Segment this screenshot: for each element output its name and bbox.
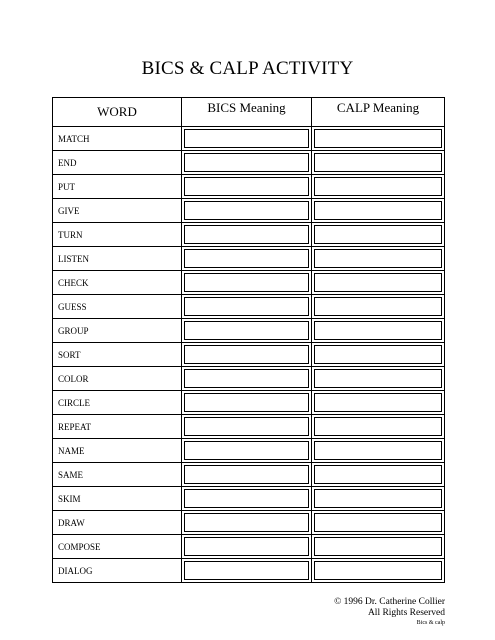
- table-row: [53, 343, 445, 367]
- word-cell: DIALOG: [53, 559, 182, 583]
- answer-box[interactable]: [314, 249, 442, 268]
- answer-box[interactable]: [184, 489, 309, 508]
- answer-box[interactable]: [314, 129, 442, 148]
- word-cell: REPEAT: [53, 415, 182, 439]
- answer-box[interactable]: [184, 417, 309, 436]
- header-bics-meaning: BICS Meaning: [182, 98, 312, 127]
- answer-box[interactable]: [184, 153, 309, 172]
- table-row: [53, 223, 445, 247]
- answer-box[interactable]: [184, 273, 309, 292]
- bics-meaning-cell[interactable]: [182, 271, 312, 295]
- copyright-text: © 1996 Dr. Catherine Collier: [334, 597, 445, 607]
- bics-meaning-cell[interactable]: [182, 415, 312, 439]
- answer-box[interactable]: [314, 225, 442, 244]
- table-row: [53, 439, 445, 463]
- bics-meaning-cell[interactable]: [182, 151, 312, 175]
- document-name: Bics & calp: [416, 620, 445, 626]
- table-body: [53, 127, 445, 583]
- word-cell: LISTEN: [53, 247, 182, 271]
- answer-box[interactable]: [184, 249, 309, 268]
- calp-meaning-cell[interactable]: [312, 463, 445, 487]
- bics-meaning-cell[interactable]: [182, 319, 312, 343]
- table-row: [53, 199, 445, 223]
- calp-meaning-cell[interactable]: [312, 439, 445, 463]
- bics-meaning-cell[interactable]: [182, 463, 312, 487]
- word-cell: GIVE: [53, 199, 182, 223]
- bics-meaning-cell[interactable]: [182, 295, 312, 319]
- calp-meaning-cell[interactable]: [312, 487, 445, 511]
- word-cell: PUT: [53, 175, 182, 199]
- answer-box[interactable]: [184, 441, 309, 460]
- bics-meaning-cell[interactable]: [182, 199, 312, 223]
- table-row: [53, 295, 445, 319]
- answer-box[interactable]: [184, 513, 309, 532]
- answer-box[interactable]: [314, 321, 442, 340]
- table-row: [53, 247, 445, 271]
- answer-box[interactable]: [184, 201, 309, 220]
- word-cell: DRAW: [53, 511, 182, 535]
- word-cell: GUESS: [53, 295, 182, 319]
- calp-meaning-cell[interactable]: [312, 343, 445, 367]
- answer-box[interactable]: [314, 393, 442, 412]
- answer-box[interactable]: [184, 561, 309, 580]
- answer-box[interactable]: [184, 129, 309, 148]
- bics-meaning-cell[interactable]: [182, 223, 312, 247]
- word-cell: MATCH: [53, 127, 182, 151]
- bics-meaning-cell[interactable]: [182, 439, 312, 463]
- bics-meaning-cell[interactable]: [182, 343, 312, 367]
- answer-box[interactable]: [184, 321, 309, 340]
- bics-meaning-cell[interactable]: [182, 127, 312, 151]
- header-calp-meaning: CALP Meaning: [312, 98, 445, 127]
- calp-meaning-cell[interactable]: [312, 199, 445, 223]
- bics-meaning-cell[interactable]: [182, 367, 312, 391]
- answer-box[interactable]: [314, 201, 442, 220]
- table-row: [53, 535, 445, 559]
- bics-meaning-cell[interactable]: [182, 535, 312, 559]
- answer-box[interactable]: [184, 177, 309, 196]
- calp-meaning-cell[interactable]: [312, 391, 445, 415]
- bics-meaning-cell[interactable]: [182, 511, 312, 535]
- table-header-row: [53, 98, 445, 127]
- calp-meaning-cell[interactable]: [312, 415, 445, 439]
- table-row: [53, 367, 445, 391]
- answer-box[interactable]: [184, 297, 309, 316]
- bics-meaning-cell[interactable]: [182, 487, 312, 511]
- header-word: WORD: [53, 98, 182, 127]
- answer-box[interactable]: [314, 489, 442, 508]
- calp-meaning-cell[interactable]: [312, 151, 445, 175]
- answer-box[interactable]: [184, 369, 309, 388]
- table-row: [53, 175, 445, 199]
- page-title: BICS & CALP ACTIVITY: [141, 58, 354, 79]
- word-cell: END: [53, 151, 182, 175]
- calp-meaning-cell[interactable]: [312, 511, 445, 535]
- word-cell: SORT: [53, 343, 182, 367]
- word-cell: GROUP: [53, 319, 182, 343]
- calp-meaning-cell[interactable]: [312, 295, 445, 319]
- answer-box[interactable]: [314, 465, 442, 484]
- table-row: [53, 415, 445, 439]
- answer-box[interactable]: [314, 177, 442, 196]
- answer-box[interactable]: [314, 417, 442, 436]
- table-row: [53, 127, 445, 151]
- bics-meaning-cell[interactable]: [182, 175, 312, 199]
- answer-box[interactable]: [314, 345, 442, 364]
- word-cell: SAME: [53, 463, 182, 487]
- answer-box[interactable]: [314, 441, 442, 460]
- word-cell: CHECK: [53, 271, 182, 295]
- answer-box[interactable]: [184, 465, 309, 484]
- calp-meaning-cell[interactable]: [312, 127, 445, 151]
- calp-meaning-cell[interactable]: [312, 271, 445, 295]
- calp-meaning-cell[interactable]: [312, 367, 445, 391]
- bics-meaning-cell[interactable]: [182, 391, 312, 415]
- table-row: [53, 559, 445, 583]
- table-row: [53, 151, 445, 175]
- calp-meaning-cell[interactable]: [312, 223, 445, 247]
- answer-box[interactable]: [184, 537, 309, 556]
- answer-box[interactable]: [314, 537, 442, 556]
- word-cell: SKIM: [53, 487, 182, 511]
- answer-box[interactable]: [184, 393, 309, 412]
- bics-meaning-cell[interactable]: [182, 559, 312, 583]
- rights-text: All Rights Reserved: [367, 608, 445, 618]
- answer-box[interactable]: [314, 153, 442, 172]
- word-cell: CIRCLE: [53, 391, 182, 415]
- answer-box[interactable]: [184, 225, 309, 244]
- calp-meaning-cell[interactable]: [312, 535, 445, 559]
- word-cell: COLOR: [53, 367, 182, 391]
- calp-meaning-cell[interactable]: [312, 559, 445, 583]
- calp-meaning-cell[interactable]: [312, 319, 445, 343]
- word-cell: NAME: [53, 439, 182, 463]
- activity-table: [52, 97, 445, 583]
- answer-box[interactable]: [314, 369, 442, 388]
- footer: [334, 597, 445, 627]
- table-row: [53, 271, 445, 295]
- answer-box[interactable]: [184, 345, 309, 364]
- calp-meaning-cell[interactable]: [312, 247, 445, 271]
- table-row: [53, 391, 445, 415]
- answer-box[interactable]: [314, 297, 442, 316]
- table-row: [53, 319, 445, 343]
- word-cell: TURN: [53, 223, 182, 247]
- table-row: [53, 487, 445, 511]
- calp-meaning-cell[interactable]: [312, 175, 445, 199]
- answer-box[interactable]: [314, 513, 442, 532]
- answer-box[interactable]: [314, 561, 442, 580]
- table-row: [53, 463, 445, 487]
- bics-meaning-cell[interactable]: [182, 247, 312, 271]
- table-row: [53, 511, 445, 535]
- word-cell: COMPOSE: [53, 535, 182, 559]
- answer-box[interactable]: [314, 273, 442, 292]
